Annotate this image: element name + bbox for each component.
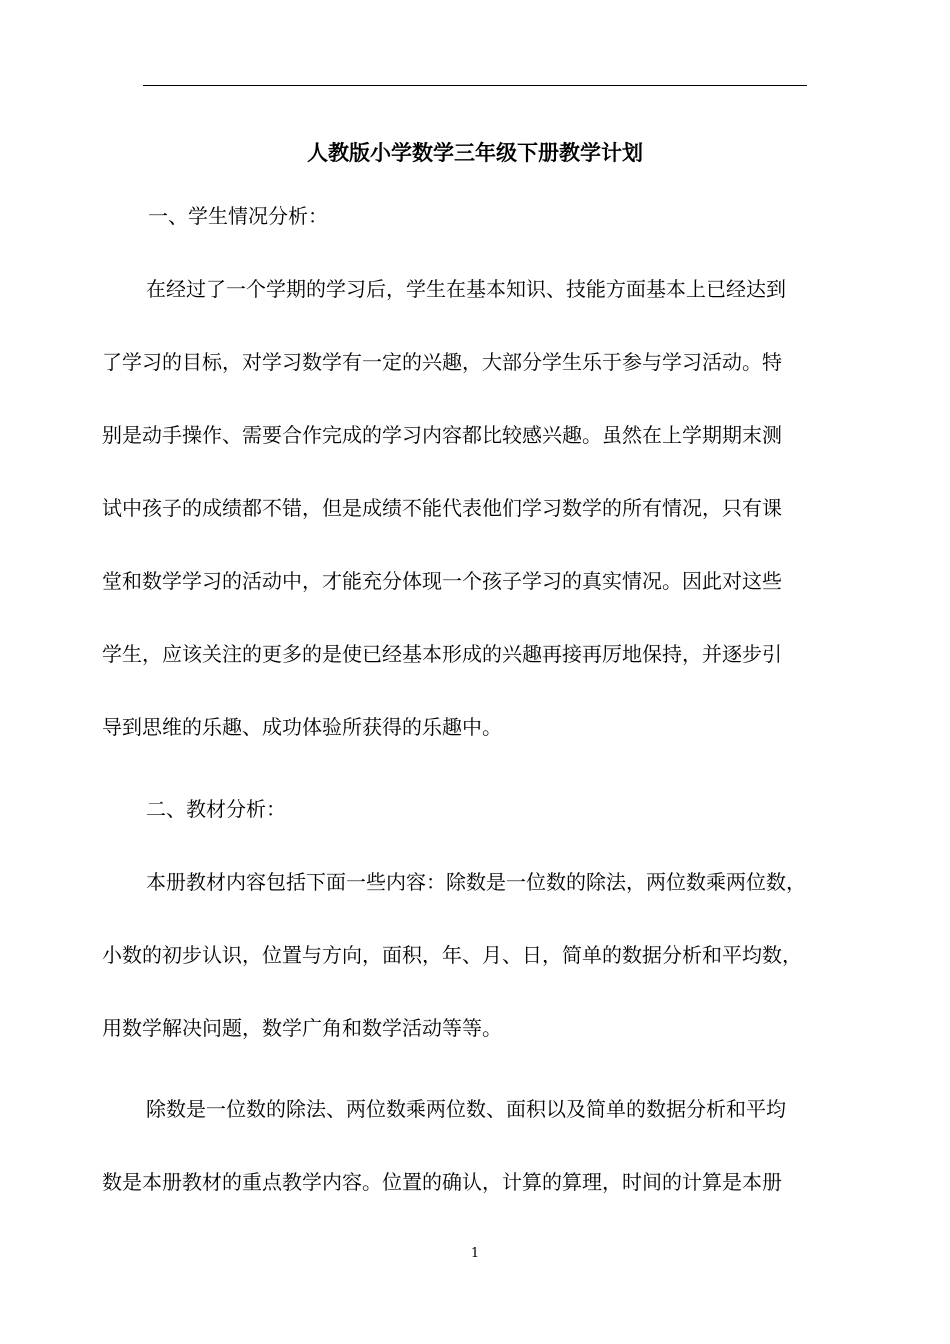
section-heading-textbook-analysis: 二、教材分析： [146, 797, 286, 821]
paragraph-line: 除数是一位数的除法、两位数乘两位数、面积以及简单的数据分析和平均 [146, 1097, 786, 1121]
paragraph-line: 堂和数学学习的活动中，才能充分体现一个孩子学习的真实情况。因此对这些 [102, 569, 782, 593]
paragraph-line: 了学习的目标，对学习数学有一定的兴趣，大部分学生乐于参与学习活动。特 [102, 350, 782, 374]
paragraph-line: 导到思维的乐趣、成功体验所获得的乐趣中。 [102, 715, 502, 739]
paragraph-line: 在经过了一个学期的学习后，学生在基本知识、技能方面基本上已经达到 [146, 277, 786, 301]
section-heading-student-analysis: 一、学生情况分析： [148, 204, 328, 228]
paragraph-line: 数是本册教材的重点教学内容。位置的确认，计算的算理，时间的计算是本册 [102, 1170, 782, 1194]
paragraph-line: 试中孩子的成绩都不错，但是成绩不能代表他们学习数学的所有情况，只有课 [102, 496, 782, 520]
paragraph-line: 小数的初步认识，位置与方向，面积，年、月、日，简单的数据分析和平均数， [102, 943, 802, 967]
paragraph-line: 用数学解决问题，数学广角和数学活动等等。 [102, 1016, 502, 1040]
paragraph-line: 学生，应该关注的更多的是使已经基本形成的兴趣再接再厉地保持，并逐步引 [102, 642, 782, 666]
document-title: 人教版小学数学三年级下册教学计划 [307, 140, 643, 165]
paragraph-line: 别是动手操作、需要合作完成的学习内容都比较感兴趣。虽然在上学期期末测 [102, 423, 782, 447]
header-rule [143, 85, 807, 86]
paragraph-line: 本册教材内容包括下面一些内容：除数是一位数的除法，两位数乘两位数， [146, 870, 806, 894]
page-number: 1 [470, 1246, 480, 1261]
